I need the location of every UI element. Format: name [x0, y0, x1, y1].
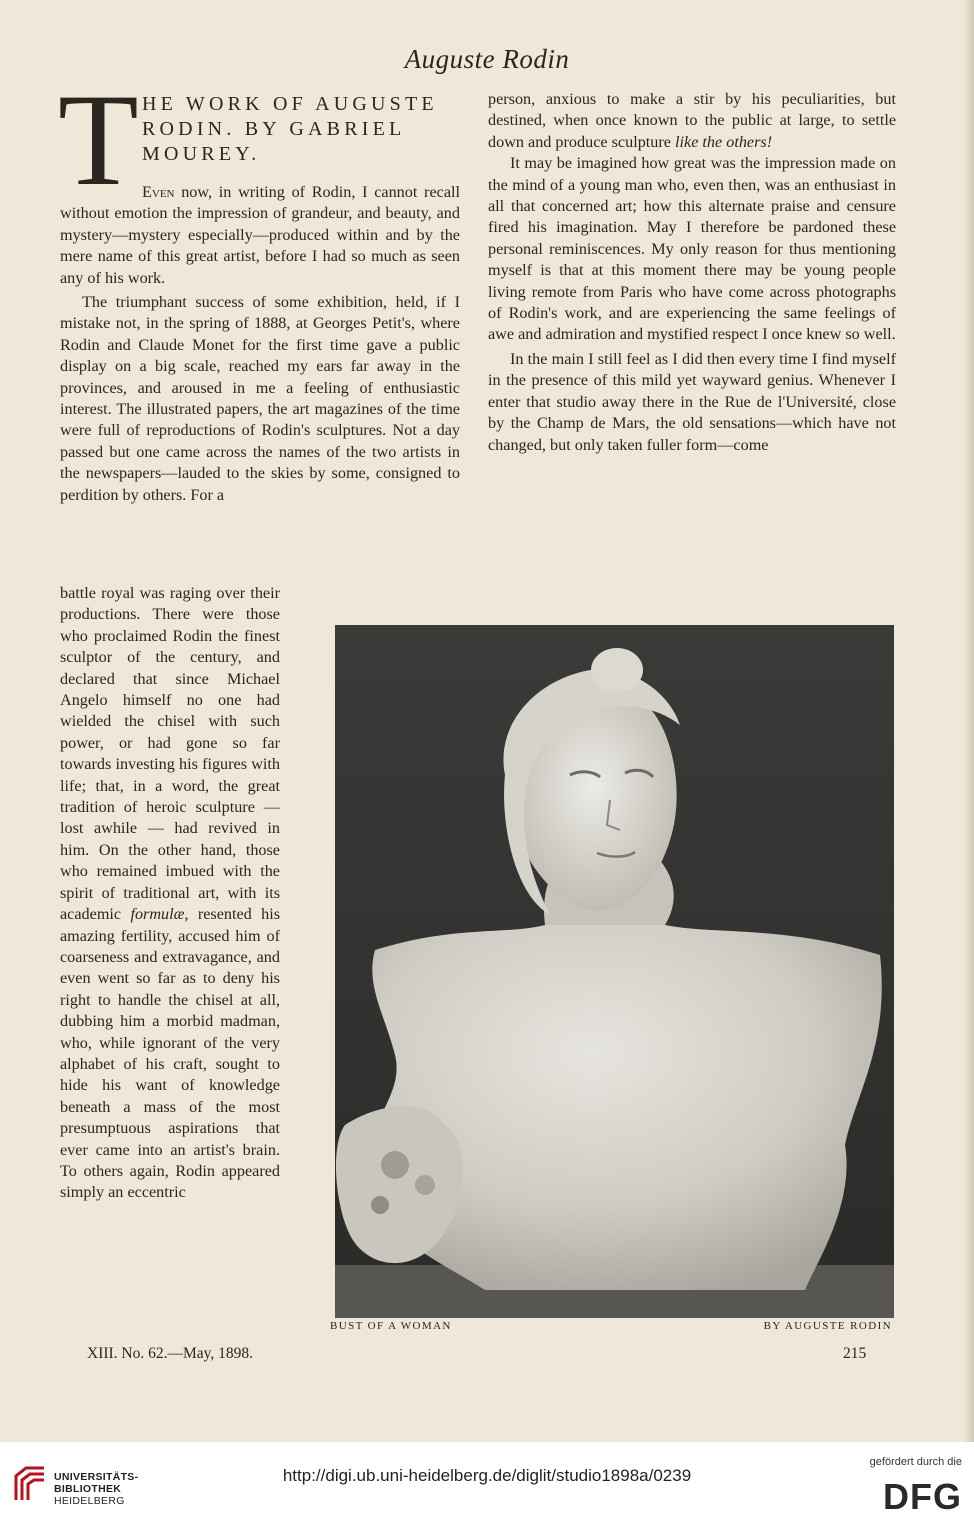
paragraph-2-continued-text-a: battle royal was raging over their productions. There were those who proclaimed Rodin the finest sculptor of the century, and declared that since Michael Angelo himself no one had wielded the chisel with such power, or had gone so far towards investing his figures with life; that, in a word, the great tradition of heroic sculpture — lost awhile — had revived in him. On the other hand, those who remained imbued with the spirit of traditional art, with its academic: [60, 584, 280, 924]
paragraph-2-continued: [60, 583, 280, 1204]
permalink-url[interactable]: http://digi.ub.uni-heidelberg.de/diglit/studio1898a/0239: [282, 1466, 692, 1485]
left-column-narrow: [60, 583, 280, 1204]
running-title: Auguste Rodin: [404, 44, 570, 74]
dfg-logo: DFG: [883, 1476, 962, 1517]
paragraph-1-lead: Even: [142, 183, 175, 201]
drop-cap: T: [58, 66, 139, 213]
paragraph-2-continued-text-b: , resented his amazing fertility, accused him of coarseness and extravagance, and even went so far as to deny his right to handle the chisel at all, dubbing him a morbid madman, who, while ignorant of the very alphabet of his craft, sought to hide his want of knowledge beneath a mass of the most presumptuous aspirations that ever came into an artist's brain. To others again, Rodin appeared simply an eccentric: [60, 905, 280, 1202]
paragraph-5: In the main I still feel as I did then every time I find myself in the presence of this mild yet wayward genius. Whenever I enter that studio away there in the Rue de l'Université, close by the Champ de Mars, the old sensations—which have not changed, but only taken fuller form—come: [488, 349, 896, 454]
article-heading-line-2: RODIN. BY GABRIEL: [142, 118, 406, 140]
bust-photograph: [335, 625, 894, 1318]
article-heading-line-1: HE WORK OF AUGUSTE: [142, 93, 438, 115]
issue-line: XIII. No. 62.—May, 1898.: [87, 1345, 254, 1362]
page-number: 215: [843, 1345, 867, 1362]
paragraph-1-text: now, in writing of Rodin, I cannot recall without emotion the impression of grandeur, and beauty, and mystery—mystery especially—produced within and by the mere name of this great artist, before I had so much as seen any of his work.: [60, 183, 460, 287]
library-name-line-1: UNIVERSITÄTS-: [54, 1471, 139, 1483]
paragraph-4: It may be imagined how great was the impression made on the mind of a young man who, even then, was an enthusiast in all that concerned art; how this alternate praise and censure fired his imagination. May I therefore be pardoned these personal reminiscences. My only reason for thus mentioning myself is that at this moment there may be young people living remote from Paris who have come across photographs of Rodin's work, and are experiencing the same feelings of awe and admiration and mystified respect I once knew so well.: [488, 154, 896, 344]
right-column: [488, 89, 896, 456]
article-heading-line-3: MOUREY.: [142, 143, 261, 165]
paragraph-1: [60, 182, 460, 289]
italic-formulae: formulæ: [130, 905, 185, 924]
paragraph-3-text: person, anxious to make a stir by his peculiarities, but destined, when once known to the public at large, to settle down and produce sculpture: [488, 90, 896, 151]
funding-note: gefördert durch die: [869, 1456, 962, 1468]
figure-caption-credit: BY AUGUSTE RODIN: [763, 1320, 892, 1332]
italic-like-the-others: like the others!: [675, 132, 773, 151]
library-name-line-2: BIBLIOTHEK: [54, 1483, 122, 1495]
paragraph-3: [488, 89, 896, 153]
paragraph-2: The triumphant success of some exhibition, held, if I mistake not, in the spring of 1888, at Georges Petit's, where Rodin and Claude Monet for the first time gave a public display on a big scale, reached my ears far away in the provinces, and aroused in me a feeling of enthusiastic interest. The illustrated papers, the art magazines of the time were full of reproductions of Rodin's sculptures. Not a day passed but one came across the names of the two artists in the newspapers—lauded to the skies by some, consigned to perdition by others. For a: [60, 293, 460, 504]
left-column-top: [60, 182, 460, 506]
figure-caption-title: BUST OF A WOMAN: [330, 1320, 452, 1332]
digitization-banner: [0, 1442, 974, 1530]
library-name-line-3: HEIDELBERG: [54, 1495, 125, 1507]
page-edge-shadow: [964, 0, 974, 1442]
